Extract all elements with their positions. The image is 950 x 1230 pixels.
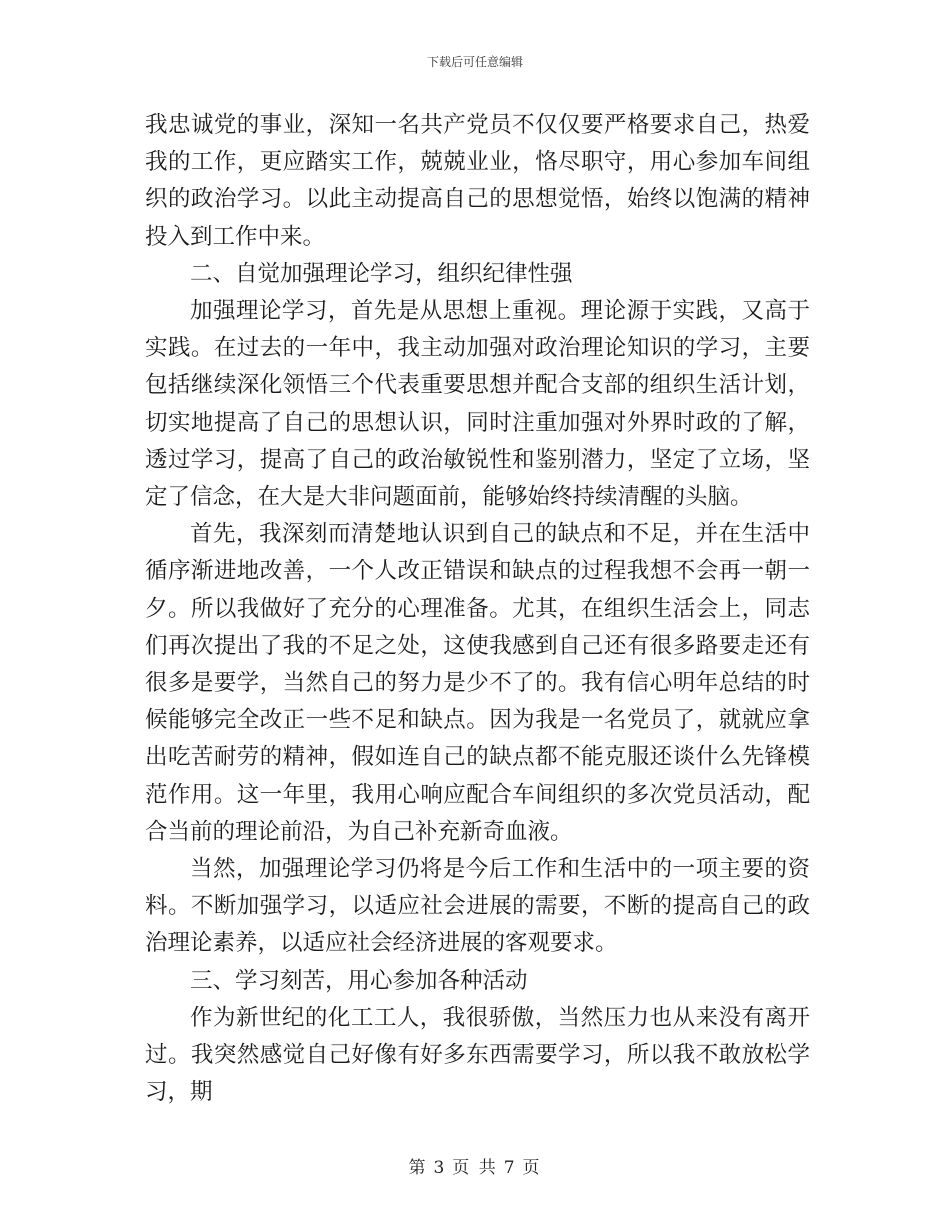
header-note: 下载后可任意编辑 (426, 55, 523, 69)
document-body (145, 107, 810, 1111)
paragraph: 当然，加强理论学习仍将是今后工作和生活中的一项主要的资料。不断加强学习，以适应社会进展的需要，不断的提高自己的政治理论素养，以适应社会经济进展的客观要求。 (145, 856, 810, 957)
paragraph: 加强理论学习，首先是从思想上重视。理论源于实践，又高于实践。在过去的一年中，我主动加强对政治理论知识的学习，主要包括继续深化领悟三个代表重要思想并配合支部的组织生活计划，切实地提高了自己的思想认识，同时注重加强对外界时政的了解，透过学习，提高了自己的政治敏锐性和鉴别潜力，坚定了立场，坚定了信念，在大是大非问题面前，能够始终持续清醒的头脑。 (145, 298, 810, 511)
paragraph: 我忠诚党的事业，深知一名共产党员不仅仅要严格要求自己，热爱我的工作，更应踏实工作，兢兢业业，恪尽职守，用心参加车间组织的政治学习。以此主动提高自己的思想觉悟，始终以饱满的精神投入到工作中来。 (145, 112, 810, 250)
section-heading: 三、学习刻苦，用心参加各种活动 (190, 967, 528, 994)
section-heading: 二、自觉加强理论学习，组织纪律性强 (190, 260, 573, 287)
total-pages: 7 (503, 1158, 517, 1178)
page-suffix: 页 (522, 1158, 542, 1178)
current-page: 3 (433, 1158, 447, 1178)
paragraph: 首先，我深刻而清楚地认识到自己的缺点和不足，并在生活中循序渐进地改善，一个人改正错误和缺点的过程我想不会再一朝一夕。所以我做好了充分的心理准备。尤其，在组织生活会上，同志们再次提出了我的不足之处，这使我感到自己还有很多路要走还有很多是要学，当然自己的努力是少不了的。我有信心明年总结的时候能够完全改正一些不足和缺点。因为我是一名党员了，就就应拿出吃苦耐劳的精神，假如连自己的缺点都不能克服还谈什么先锋模范作用。这一年里，我用心响应配合车间组织的多次党员活动，配合当前的理论前沿，为自己补充新奇血液。 (145, 521, 810, 845)
page-middle: 页 共 (452, 1158, 498, 1178)
paragraph: 作为新世纪的化工工人，我很骄傲，当然压力也从来没有离开过。我突然感觉自己好像有好多东西需要学习，所以我不敢放松学习，期 (145, 1004, 810, 1106)
page-prefix: 第 (408, 1158, 428, 1178)
page-number-footer (0, 1153, 950, 1178)
